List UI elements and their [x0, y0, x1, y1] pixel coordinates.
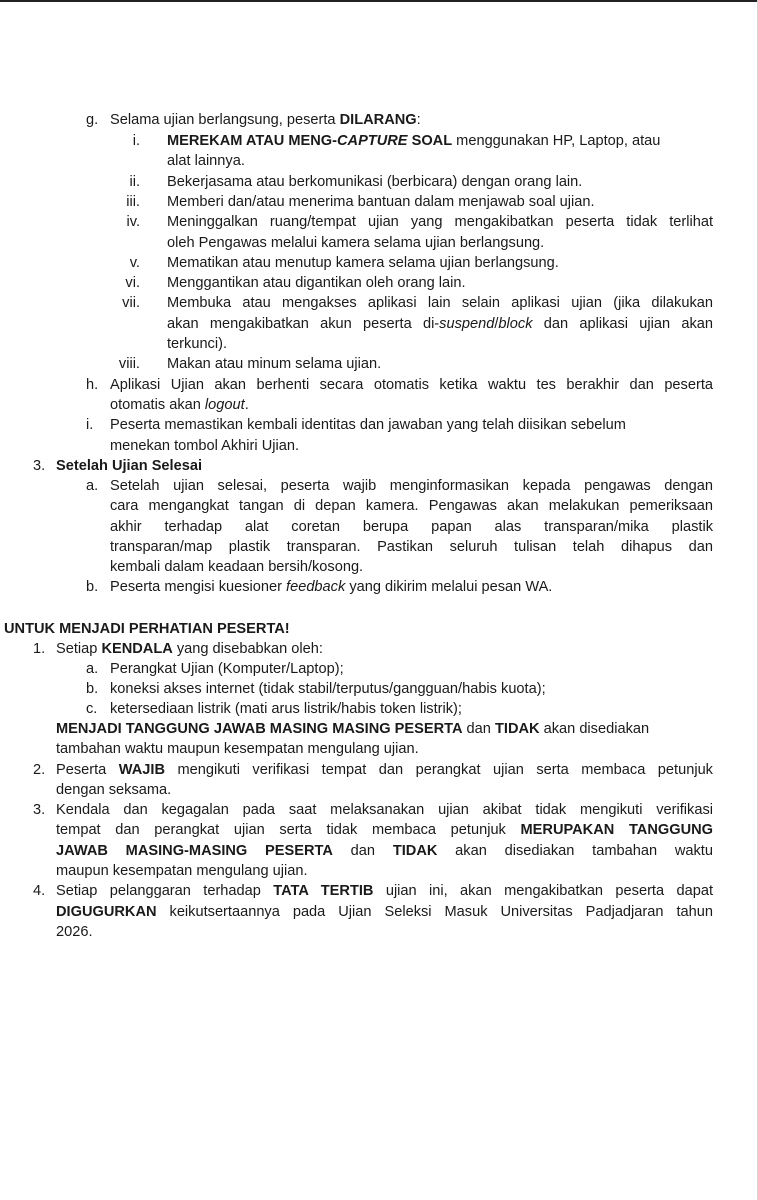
roman-marker-iv: iv.: [126, 214, 140, 230]
attention-item1-sub-a: Perangkat Ujian (Komputer/Laptop);: [110, 661, 344, 677]
rule-item-ii: Bekerjasama atau berkomunikasi (berbicara) dengan orang lain.: [167, 174, 583, 190]
rule-item-i-cont: alat lainnya.: [167, 153, 245, 169]
section-i-line1: Peserta memastikan kembali identitas dan jawaban yang telah diisikan sebelum: [110, 417, 626, 433]
rule-item-v: Mematikan atau menutup kamera selama ujian berlangsung.: [167, 255, 559, 271]
attention-item3-line4: maupun kesempatan mengulang ujian.: [56, 863, 308, 879]
roman-marker-viii: viii.: [118, 356, 140, 372]
attention-item2-line2: dengan seksama.: [56, 782, 172, 798]
attention-item4-line3: 2026.: [56, 924, 93, 940]
list-marker-att-1c: c.: [86, 701, 98, 717]
attention-item1-consequence: MENJADI TANGGUNG JAWAB MASING MASING PESERTA dan TIDAK akan disediakan: [56, 721, 650, 737]
attention-item1-line1: Setiap KENDALA yang disebabkan oleh:: [56, 641, 323, 657]
attention-heading: UNTUK MENJADI PERHATIAN PESERTA!: [4, 621, 290, 637]
rule-item-vii: Membuka atau mengakses aplikasi lain selain aplikasi ujian (jika dilakukan: [167, 295, 713, 311]
section-g-intro: Selama ujian berlangsung, peserta DILARANG:: [110, 112, 421, 128]
attention-item2-line1: Peserta WAJIB mengikuti verifikasi tempat dan perangkat ujian serta membaca petunjuk: [56, 762, 713, 778]
list-marker-i: i.: [86, 417, 94, 433]
section-3b-line: Peserta mengisi kuesioner feedback yang dikirim melalui pesan WA.: [110, 579, 553, 595]
list-marker-3: 3.: [33, 458, 46, 474]
section-3a-line3: akhir terhadap alat coretan berupa papan alas transparan/mika plastik: [110, 519, 713, 535]
section-h-line2: otomatis akan logout.: [110, 397, 249, 413]
section-h-line1: Aplikasi Ujian akan berhenti secara otomatis ketika waktu tes berakhir dan peserta: [110, 377, 713, 393]
attention-item1-sub-b: koneksi akses internet (tidak stabil/terputus/gangguan/habis kuota);: [110, 681, 546, 697]
list-marker-att-2: 2.: [33, 762, 46, 778]
attention-item1-sub-c: ketersediaan listrik (mati arus listrik/habis token listrik);: [110, 701, 462, 717]
list-marker-att-1a: a.: [86, 661, 99, 677]
list-marker-att-4: 4.: [33, 883, 46, 899]
rule-item-vii-cont2: terkunci).: [167, 336, 228, 352]
section-i-line2: menekan tombol Akhiri Ujian.: [110, 438, 299, 454]
roman-marker-i: i.: [132, 133, 140, 149]
rule-item-i: MEREKAM ATAU MENG-CAPTURE SOAL menggunakan HP, Laptop, atau: [167, 133, 661, 149]
section-3a-line2: cara mengangkat tangan di depan kamera. Pengawas akan melakukan pemeriksaan: [110, 498, 713, 514]
rule-item-iv: Meninggalkan ruang/tempat ujian yang mengakibatkan peserta tidak terlihat: [167, 214, 713, 230]
rule-item-vi: Menggantikan atau digantikan oleh orang lain.: [167, 275, 466, 291]
roman-marker-iii: iii.: [126, 194, 140, 210]
attention-item3-line2: tempat dan perangkat ujian serta tidak membaca petunjuk MERUPAKAN TANGGUNG: [56, 822, 713, 838]
rule-item-viii: Makan atau minum selama ujian.: [167, 356, 382, 372]
list-marker-h: h.: [86, 377, 99, 393]
roman-marker-v: v.: [129, 255, 140, 271]
roman-marker-vii: vii.: [122, 295, 140, 311]
section-3a-line1: Setelah ujian selesai, peserta wajib menginformasikan kepada pengawas dengan: [110, 478, 713, 494]
list-marker-g: g.: [86, 112, 99, 128]
section-3a-line4: transparan/map plastik transparan. Pastikan seluruh tulisan telah dihapus dan: [110, 539, 713, 555]
list-marker-att-3: 3.: [33, 802, 46, 818]
rule-item-iv-cont: oleh Pengawas melalui kamera selama ujian berlangsung.: [167, 235, 545, 251]
attention-item4-line1: Setiap pelanggaran terhadap TATA TERTIB ujian ini, akan mengakibatkan peserta dapat: [56, 883, 713, 899]
rule-item-vii-cont: akan mengakibatkan akun peserta di-suspend/block dan aplikasi ujian akan: [167, 316, 713, 332]
attention-item1-consequence-cont: tambahan waktu maupun kesempatan mengulang ujian.: [56, 741, 419, 757]
list-marker-att-1: 1.: [33, 641, 46, 657]
list-marker-att-1b: b.: [86, 681, 99, 697]
list-marker-3a: a.: [86, 478, 99, 494]
attention-item3-line1: Kendala dan kegagalan pada saat melaksanakan ujian akibat tidak mengikuti verifikasi: [56, 802, 713, 818]
section-3-title: Setelah Ujian Selesai: [56, 458, 203, 474]
roman-marker-vi: vi.: [125, 275, 140, 291]
list-marker-3b: b.: [86, 579, 99, 595]
attention-item4-line2: DIGUGURKAN keikutsertaannya pada Ujian Seleksi Masuk Universitas Padjadjaran tahun: [56, 904, 713, 920]
attention-item3-line3: JAWAB MASING-MASING PESERTA dan TIDAK akan disediakan tambahan waktu: [56, 843, 713, 859]
top-rule: [0, 0, 758, 2]
roman-marker-ii: ii.: [129, 174, 140, 190]
section-3a-line5: kembali dalam keadaan bersih/kosong.: [110, 559, 364, 575]
rule-item-iii: Memberi dan/atau menerima bantuan dalam menjawab soal ujian.: [167, 194, 595, 210]
